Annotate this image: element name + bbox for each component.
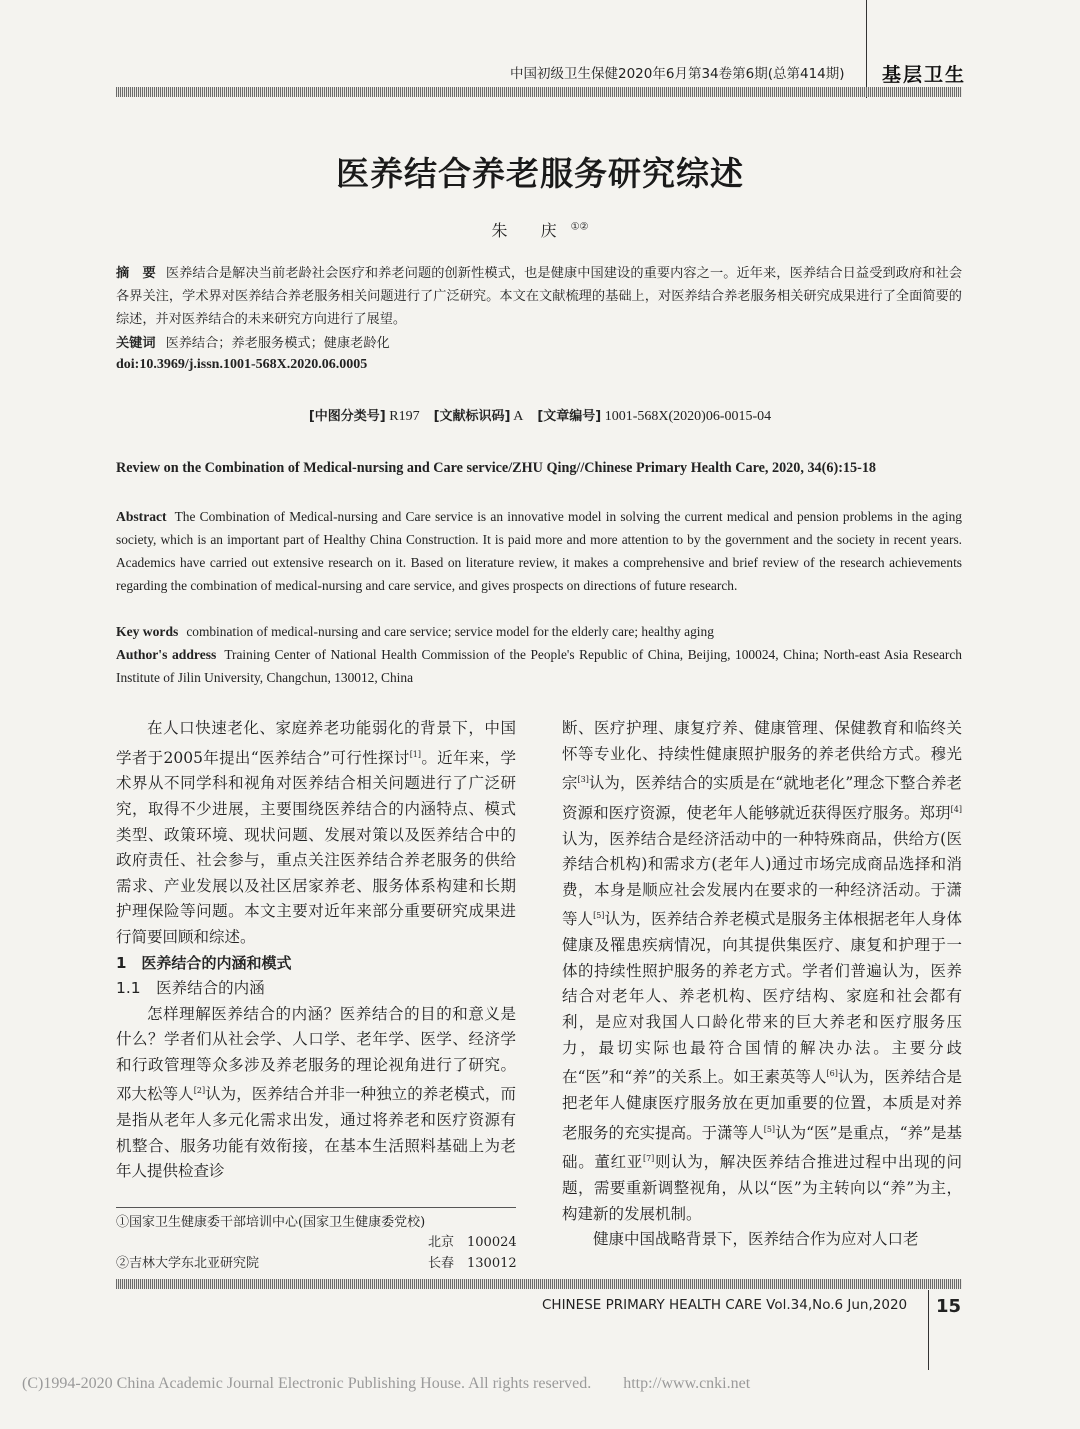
footer-journal: CHINESE PRIMARY HEALTH CARE Vol.34,No.6 Jun,2020 bbox=[542, 1297, 908, 1313]
footnote-affiliation-2-location: 长春 130012 bbox=[428, 1256, 517, 1271]
page-number: 15 bbox=[936, 1296, 962, 1317]
body-paragraph: 健康中国战略背景下，医养结合作为应对人口老 bbox=[593, 1230, 919, 1249]
body-left-column bbox=[116, 716, 516, 1185]
keywords-label: 关键词 bbox=[116, 336, 156, 351]
footnote-affiliation-1-location: 北京 100024 bbox=[428, 1235, 517, 1250]
copyright-watermark: (C)1994-2020 China Academic Journal Electronic Publishing House. All rights reserved. http://www.cnki.net bbox=[22, 1375, 751, 1392]
citation: [2] bbox=[193, 1086, 206, 1096]
author-address-text: Training Center of National Health Commission of the People's Republic of China, Beijing, 100024, China; North-east Asia Research Institute of Jilin University, Changchun, 130012, China bbox=[116, 647, 962, 685]
footer-rule bbox=[116, 1279, 962, 1289]
english-title: Review on the Combination of Medical-nursing and Care service/ZHU Qing//Chinese Primary Health Care, 2020, 34(6):15-18 bbox=[116, 460, 877, 476]
citation: [1] bbox=[409, 749, 422, 759]
citation: [4] bbox=[950, 804, 962, 814]
article-no-value: 1001-568X(2020)06-0015-04 bbox=[604, 409, 772, 424]
keywords-text: 医养结合；养老服务模式；健康老龄化 bbox=[165, 336, 390, 351]
body-paragraph bbox=[116, 716, 516, 951]
text-run: 断、医疗护理、康复疗养、健康管理、保健教育和临终关怀等专业化、持续性健康照护服务的养老供给方式。穆光宗 bbox=[562, 719, 962, 793]
text-run: 认为“医”是重点，“养”是基础。董红亚 bbox=[562, 1123, 962, 1172]
footer-divider bbox=[928, 1290, 929, 1370]
text-run: 则认为，解决医养结合推进过程中出现的问题，需要重新调整视角，从以“医”为主转向以“养”为主，构建新的发展机制。 bbox=[562, 1153, 962, 1223]
doc-code-value: A bbox=[513, 409, 524, 424]
footnote-rule bbox=[116, 1207, 516, 1208]
classification-line bbox=[0, 405, 1080, 425]
abstract-label: 摘 要 bbox=[116, 266, 156, 281]
text-run: 在人口快速老化、家庭养老功能弱化的背景下，中国学者于2005年提出“医养结合”可行性探讨 bbox=[116, 719, 516, 767]
body-paragraph bbox=[562, 716, 962, 1227]
english-keywords-text: combination of medical-nursing and care service; service model for the elderly care; healthy aging bbox=[186, 624, 714, 639]
text-run: 认为，医养结合是经济活动中的一种特殊商品，供给方(医养结合机构)和需求方(老年人)通过市场完成商品选择和消费，本身是顺应社会发展内在要求的一种经济活动。于潇等人 bbox=[562, 829, 962, 929]
english-keywords bbox=[116, 620, 962, 643]
citation: [3] bbox=[577, 775, 589, 785]
author-address-label: Author's address bbox=[116, 647, 217, 662]
section-heading: 1 医养结合的内涵和模式 bbox=[116, 953, 292, 972]
doc-code-label: [文献标识码] bbox=[433, 409, 511, 424]
citation: [5] bbox=[763, 1124, 776, 1134]
author bbox=[0, 218, 1080, 241]
journal-issue-info: 中国初级卫生保健2020年6月第34卷第6期(总第414期) bbox=[510, 66, 845, 82]
english-abstract-text: The Combination of Medical-nursing and Care service is an innovative model in solving the current medical and pension problems in the aging society, which is an important part of Healthy China Construction. It is paid more and more attention to by the government and the society in recent years. Academics have carried out extensive research on it. Based on literature review, it makes a comprehensive and brief review of the research achievements regarding the combination of medical-nursing and care service, and gives prospects on directions of future research. bbox=[116, 509, 962, 593]
footnote-affiliation-2: ②吉林大学东北亚研究院 bbox=[116, 1256, 260, 1271]
doi: doi:10.3969/j.issn.1001-568X.2020.06.0005 bbox=[116, 357, 368, 372]
author-address bbox=[116, 643, 962, 689]
citation: [7] bbox=[642, 1154, 655, 1164]
author-name: 朱 庆 bbox=[491, 221, 571, 240]
text-run: 。近年来，学术界从不同学科和视角对医养结合相关问题进行了广泛研究，取得不少进展，主要围绕医养结合的内涵特点、模式类型、政策环境、现状问题、发展对策以及医养结合中的政府责任、社会参与，重点关注医养结合养老服务的供给需求、产业发展以及社区居家养老、服务体系构建和长期护理保险等问题。本文主要对近年来部分重要研究成果进行简要回顾和综述。 bbox=[116, 748, 516, 946]
citation: [5] bbox=[593, 911, 605, 921]
body-paragraph bbox=[116, 1002, 516, 1185]
article-title: 医养结合养老服务研究综述 bbox=[336, 154, 744, 193]
text-run: 认为，医养结合的实质是在“就地老化”理念下整合养老资源和医疗资源，使老年人能够就近获得医疗服务。郑玥 bbox=[562, 774, 962, 823]
english-abstract-label: Abstract bbox=[116, 509, 167, 524]
keywords-cn bbox=[116, 332, 962, 351]
abstract-text: 医养结合是解决当前老龄社会医疗和养老问题的创新性模式，也是健康中国建设的重要内容之一。近年来，医养结合日益受到政府和社会各界关注，学术界对医养结合养老服务相关问题进行了广泛研究。本文在文献梳理的基础上，对医养结合养老服务相关研究成果进行了全面简要的综述，并对医养结合的未来研究方向进行了展望。 bbox=[116, 266, 963, 327]
body-right-column bbox=[562, 716, 962, 1253]
header-divider bbox=[866, 0, 867, 98]
author-affiliation-marks: ①② bbox=[570, 221, 589, 233]
citation: [6] bbox=[826, 1069, 838, 1079]
header-rule bbox=[116, 87, 962, 97]
text-run: 怎样理解医养结合的内涵？医养结合的目的和意义是什么？学者们从社会学、人口学、老年学、医学、经济学和行政管理等众多涉及养老服务的理论视角进行了研究。邓大松等人 bbox=[116, 1004, 516, 1104]
clc-value: R197 bbox=[389, 409, 420, 424]
text-run: 认为，医养结合是把老年人健康医疗服务放在更加重要的位置，本质是对养老服务的充实提高。于潇等人 bbox=[562, 1068, 962, 1142]
text-run: 认为，医养结合并非一种独立的养老模式，而是指从老年人多元化需求出发，通过将养老和医疗资源有机整合、服务功能有效衔接，在基本生活照料基础上为老年人提供检查诊 bbox=[116, 1085, 516, 1181]
english-abstract bbox=[116, 505, 962, 597]
english-keywords-label: Key words bbox=[116, 624, 179, 639]
footnote-affiliation-1: ①国家卫生健康委干部培训中心(国家卫生健康委党校) bbox=[116, 1215, 426, 1230]
section-name: 基层卫生 bbox=[882, 64, 967, 86]
subsection-heading: 1.1 医养结合的内涵 bbox=[116, 979, 265, 998]
clc-label: [中图分类号] bbox=[308, 409, 386, 424]
abstract-cn bbox=[116, 262, 962, 331]
text-run: 认为，医养结合养老模式是服务主体根据老年人身体健康及罹患疾病情况，向其提供集医疗、康复和护理于一体的持续性照护服务的养老方式。学者们普遍认为，医养结合对老年人、养老机构、医疗结构、家庭和社会都有利，是应对我国人口龄化带来的巨大养老和医疗服务压力，最切实际也最符合国情的解决办法。主要分歧在“医”和“养”的关系上。如王素英等人 bbox=[562, 910, 962, 1087]
article-no-label: [文章编号] bbox=[537, 409, 602, 424]
